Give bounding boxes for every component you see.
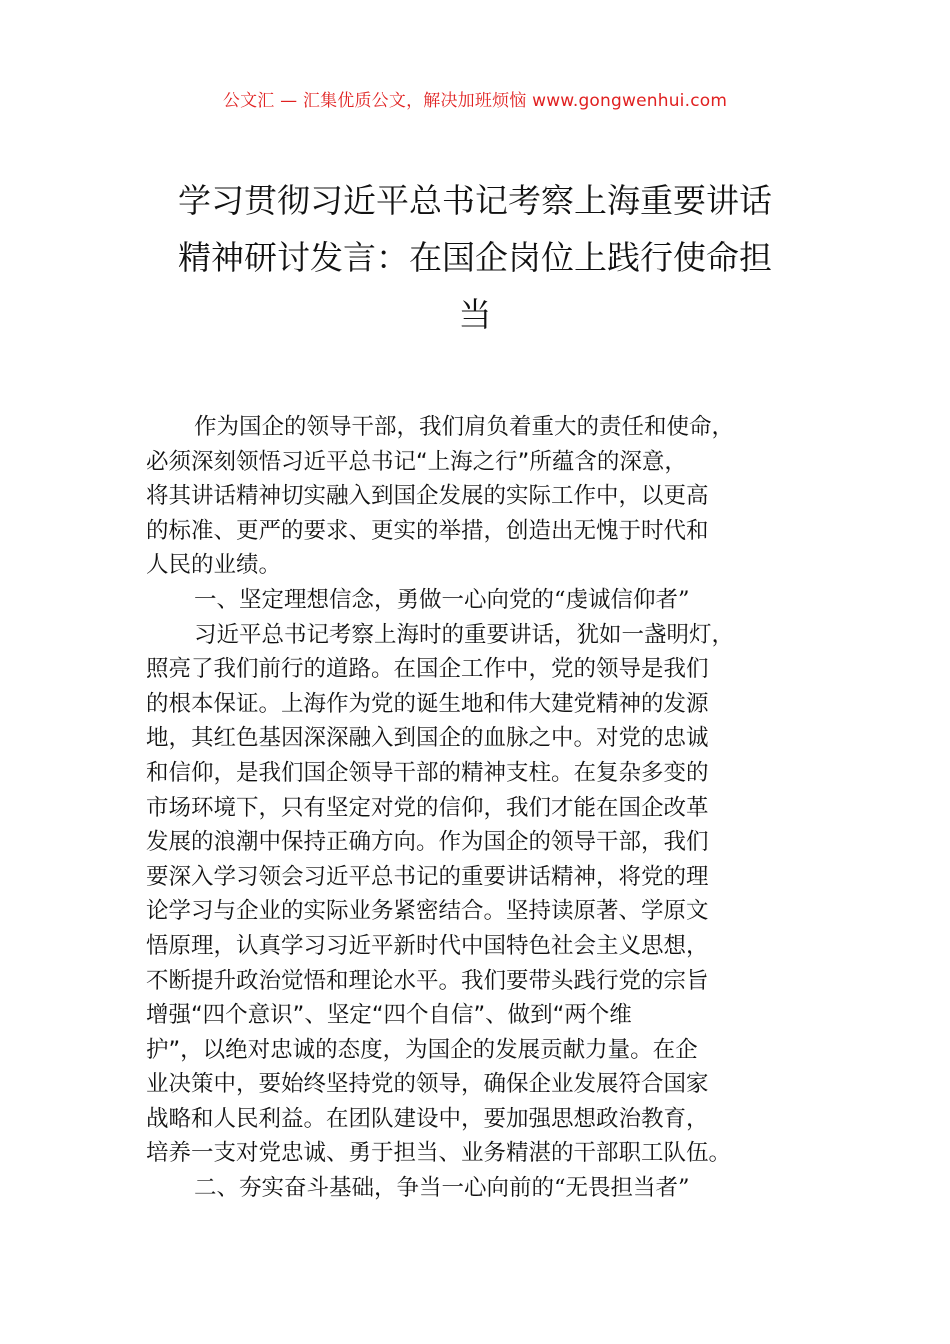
paragraph-line: 和信仰，是我们国企领导干部的精神支柱。在复杂多变的 (146, 759, 709, 786)
paragraph-line: 地，其红色基因深深融入到国企的血脉之中。对党的忠诚 (146, 725, 709, 752)
paragraph-line: 培养一支对党忠诚、勇于担当、业务精湛的干部职工队伍。 (146, 1140, 732, 1167)
paragraph-line: 的根本保证。上海作为党的诞生地和伟大建党精神的发源 (146, 690, 709, 717)
paragraph-line: 市场环境下，只有坚定对党的信仰，我们才能在国企改革 (146, 794, 709, 821)
website-banner: 公文汇 — 汇集优质公文，解决加班烦恼 www.gongwenhui.com (222, 91, 728, 111)
intro-paragraph (146, 410, 814, 583)
heading-line: 二、夯实奋斗基础，争当一心向前的“无畏担当者” (194, 1175, 690, 1202)
paragraph-line: 发展的浪潮中保持正确方向。作为国企的领导干部，我们 (146, 829, 709, 856)
paragraph-line: 将其讲话精神切实融入到国企发展的实际工作中，以更高 (146, 483, 709, 510)
paragraph-line: 论学习与企业的实际业务紧密结合。坚持读原著、学原文 (146, 898, 709, 925)
paragraph-line: 人民的业绩。 (146, 552, 282, 579)
document-title (140, 172, 810, 343)
paragraph-line: 不断提升政治觉悟和理论水平。我们要带头践行党的宗旨 (146, 967, 709, 994)
paragraph-line: 护”，以绝对忠诚的态度，为国企的发展贡献力量。在企 (146, 1036, 698, 1063)
paragraph-line: 照亮了我们前行的道路。在国企工作中，党的领导是我们 (146, 656, 709, 683)
title-line: 精神研讨发言：在国企岗位上践行使命担 (178, 238, 772, 277)
title-line: 学习贯彻习近平总书记考察上海重要讲话 (178, 181, 772, 220)
paragraph-line: 作为国企的领导干部，我们肩负着重大的责任和使命， (194, 414, 735, 440)
paragraph-line: 习近平总书记考察上海时的重要讲话，犹如一盏明灯， (194, 621, 735, 648)
section-heading-2 (146, 1171, 814, 1206)
paragraph-line: 业决策中，要始终坚持党的领导，确保企业发展符合国家 (146, 1071, 709, 1098)
document-body (146, 410, 814, 1206)
section-heading-1 (146, 583, 814, 618)
paragraph-line: 的标准、更严的要求、更实的举措，创造出无愧于时代和 (146, 517, 709, 544)
title-line: 当 (458, 295, 492, 334)
heading-line: 一、坚定理想信念，勇做一心向党的“虔诚信仰者” (194, 586, 690, 613)
paragraph-line: 必须深刻领悟习近平总书记“上海之行”所蕴含的深意， (146, 448, 687, 475)
paragraph-line: 悟原理，认真学习习近平新时代中国特色社会主义思想， (146, 932, 709, 959)
paragraph-line: 增强“四个意识”、坚定“四个自信”、做到“两个维 (146, 1002, 632, 1029)
paragraph-line: 要深入学习领会习近平总书记的重要讲话精神，将党的理 (146, 863, 709, 890)
section-paragraph-1 (146, 618, 814, 1172)
paragraph-line: 战略和人民利益。在团队建设中，要加强思想政治教育， (146, 1105, 709, 1132)
